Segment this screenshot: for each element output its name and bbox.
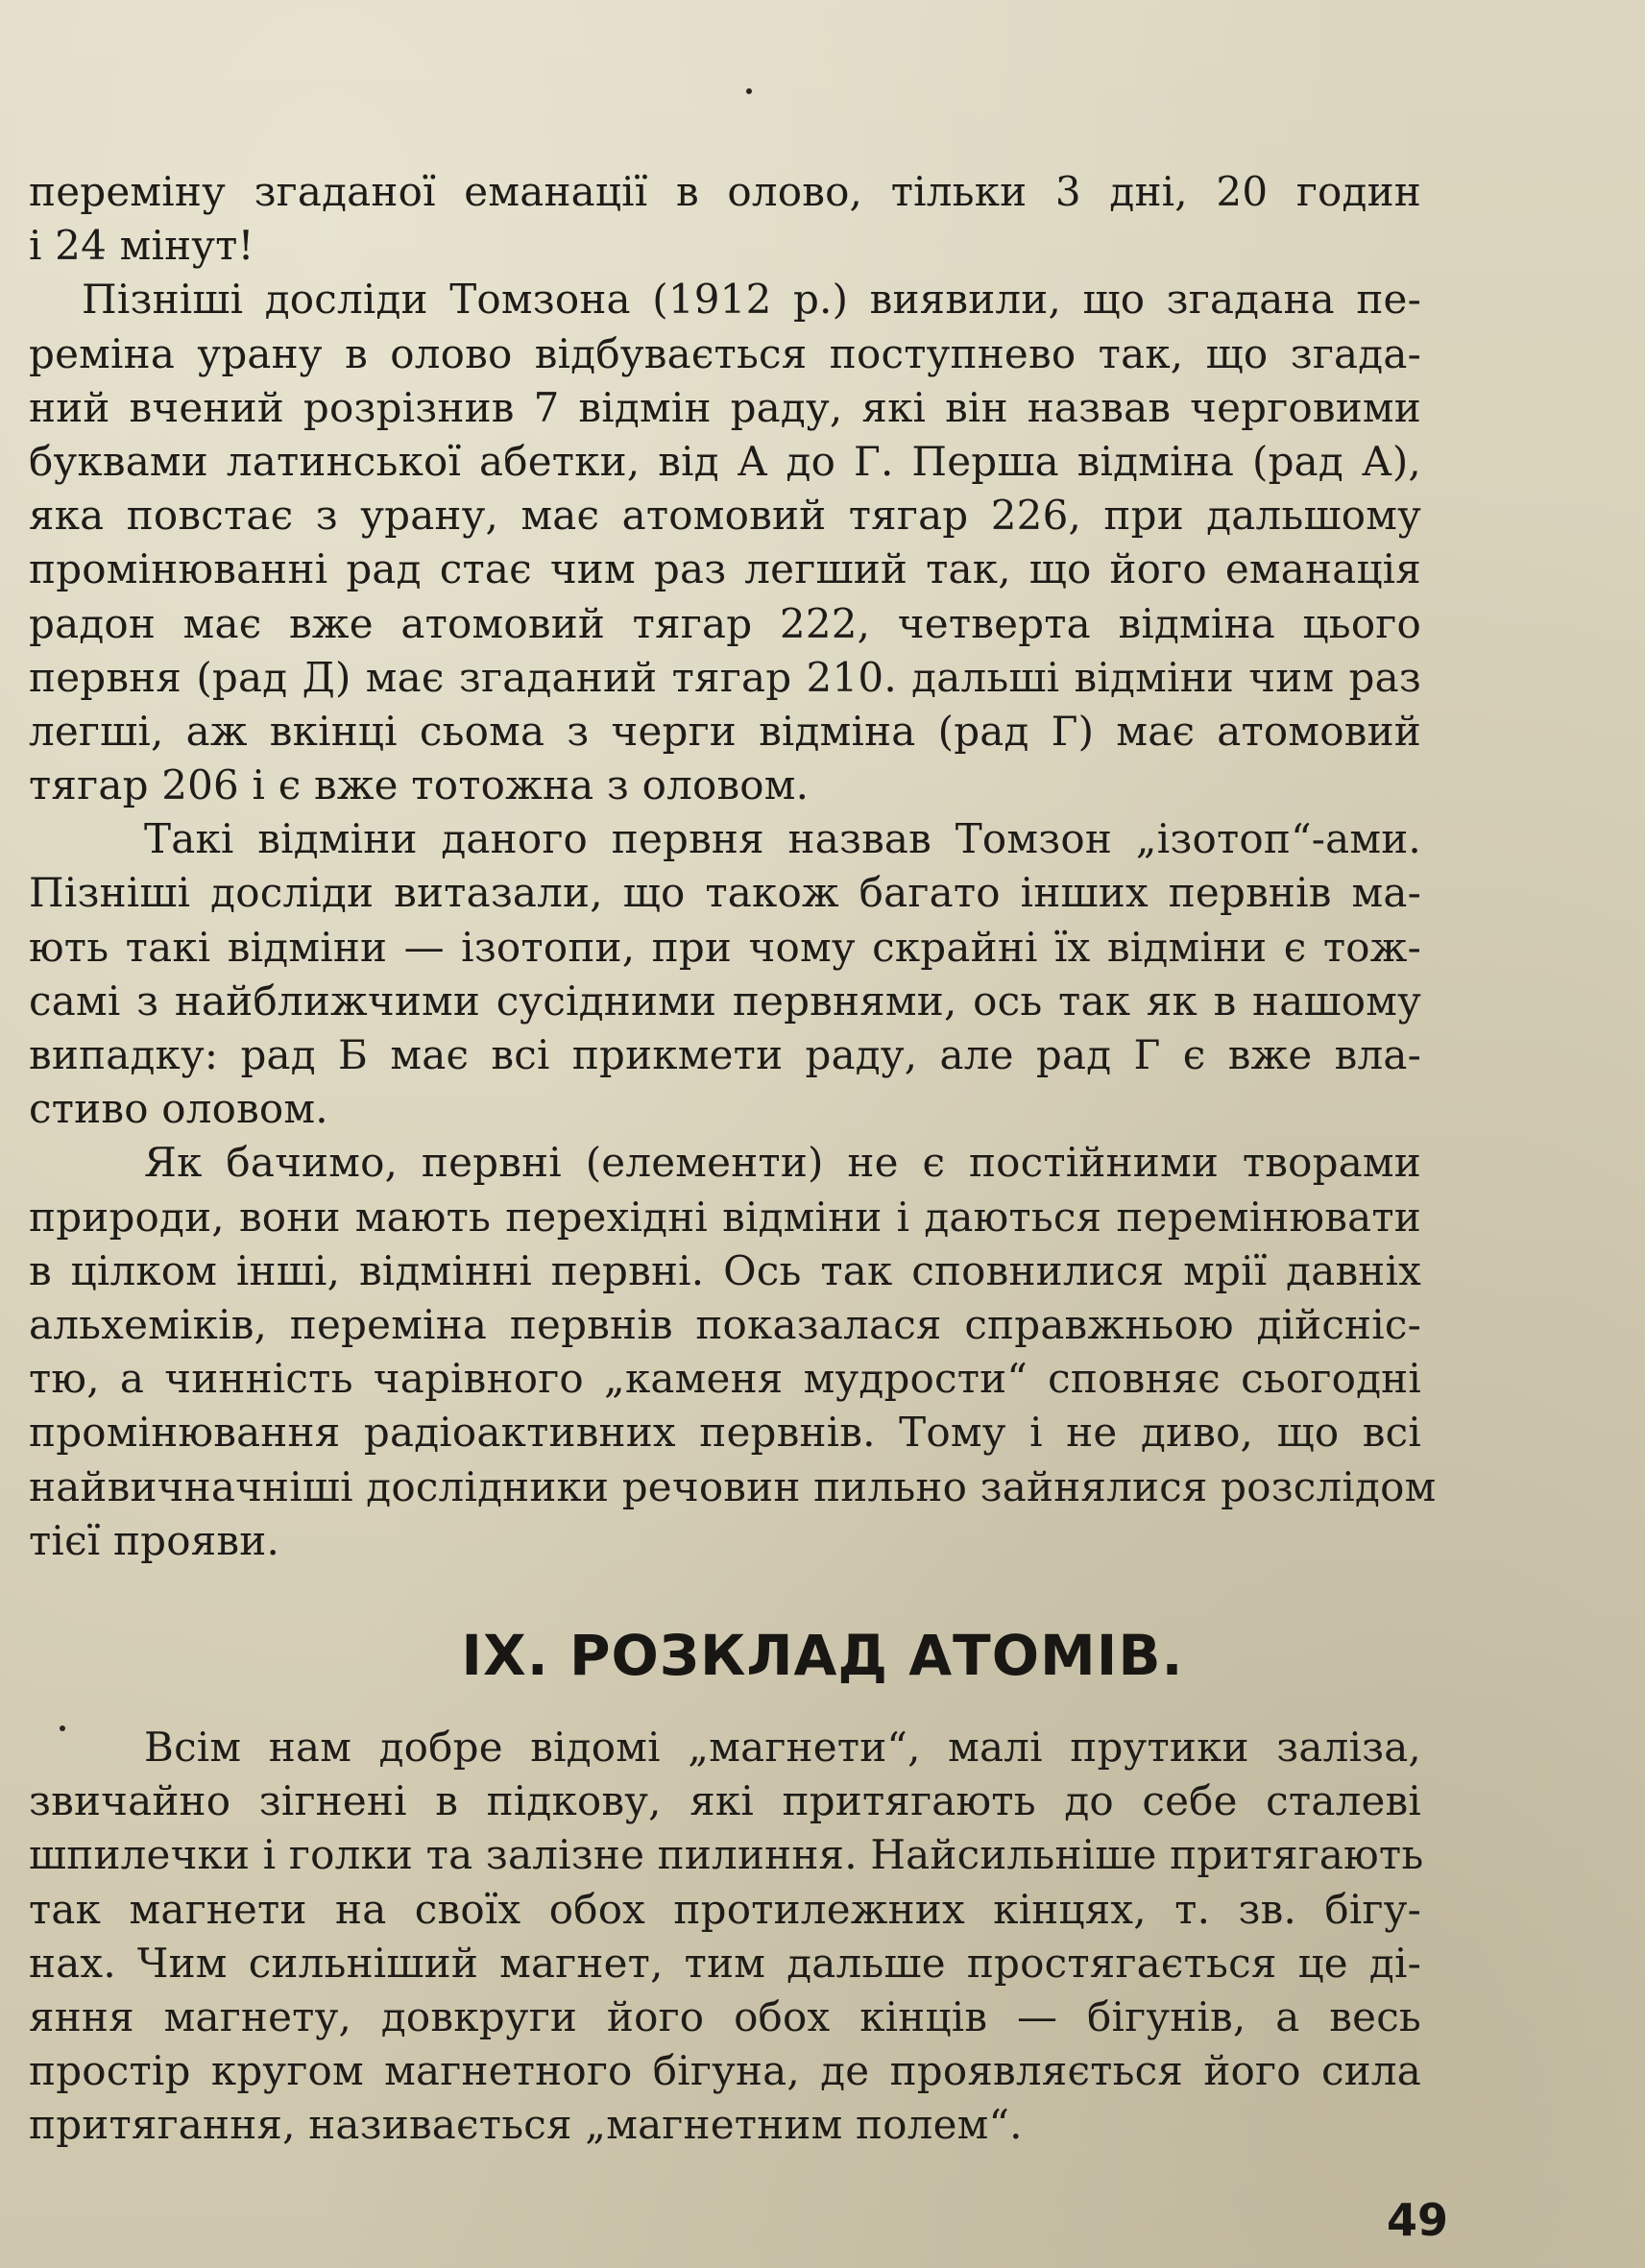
section-body	[29, 1721, 1424, 2153]
text-line: яння магнету, довкруги його обох кінців — бігунів, а весь	[29, 1992, 1421, 2040]
paragraph-2	[29, 273, 1421, 812]
paragraph-1	[29, 165, 1421, 273]
paragraph-4	[29, 1136, 1437, 1568]
text-line: Пізніші досліди витазали, що також багато інших первнів ма-	[29, 869, 1421, 917]
text-line: тієї прояви.	[29, 1516, 280, 1564]
body-text	[29, 165, 1437, 1568]
text-line: первня (рад Д) має згаданий тягар 210. дальші відміни чим раз	[29, 653, 1421, 701]
print-fleck	[746, 88, 752, 94]
text-line: промінюванні рад стає чим раз легший так, що його еманація	[29, 545, 1421, 593]
text-line: і 24 мінут!	[29, 222, 254, 270]
paragraph-3	[29, 812, 1421, 1136]
text-line: простір кругом магнетного бігуна, де проявляється його сила	[29, 2047, 1421, 2095]
text-line: звичайно зігнені в підкову, які притягають до себе сталеві	[29, 1777, 1421, 1825]
text-line: ють такі відміни — ізотопи, при чому скрайні їх відміни є тож-	[29, 923, 1421, 971]
text-line: альхеміків, переміна первнів показалася справжньою дійсніс-	[29, 1300, 1421, 1348]
text-line: в цілком інші, відмінні первні. Ось так сповнилися мрії давніх	[29, 1246, 1421, 1294]
text-line: яка повстає з урану, має атомовий тягар 226, при дальшому	[29, 492, 1421, 540]
text-line: Пізніші досліди Томзона (1912 р.) виявили, що згадана пе-	[82, 276, 1421, 324]
text-line: притягання, називається „магнетним полем“.	[29, 2101, 1023, 2149]
print-fleck	[60, 1725, 65, 1731]
section-heading: IX. РОЗКЛАД АТОМІВ.	[461, 1623, 1184, 1688]
text-line: Такі відміни даного первня назвав Томзон „ізотоп“-ами.	[144, 815, 1421, 863]
text-line: стиво оловом.	[29, 1085, 328, 1133]
text-line: самі з найближчими сусідними первнями, ось так як в нашому	[29, 977, 1421, 1025]
text-line: реміна урану в олово відбувається поступнево так, що згада-	[29, 329, 1421, 377]
text-line: буквами латинської абетки, від А до Г. Перша відміна (рад А),	[29, 437, 1421, 485]
text-line: переміну згаданої еманації в олово, тільки 3 дні, 20 годин	[29, 168, 1421, 215]
text-line: випадку: рад Б має всі прикмети раду, але рад Г є вже вла-	[29, 1031, 1421, 1078]
text-line: природи, вони мають перехідні відміни і даються перемінювати	[29, 1193, 1421, 1241]
text-line: радон має вже атомовий тягар 222, четверта відміна цього	[29, 599, 1421, 647]
text-line: найвичначніші дослідники речовин пильно зайнялися розслідом	[29, 1462, 1437, 1510]
text-line: тю, а чинність чарівного „каменя мудрости“ сповняє сьогодні	[29, 1355, 1421, 1403]
text-line: легші, аж вкінці сьома з черги відміна (рад Г) має атомовий	[29, 707, 1421, 755]
page-number: 49	[1386, 2194, 1448, 2246]
text-line: шпилечки і голки та залізне пилиння. Найсильніше притягають	[29, 1831, 1424, 1879]
text-line: ний вчений розрізнив 7 відмін раду, які він назвав черговими	[29, 383, 1421, 431]
text-line: так магнети на своїх обох протилежних кінцях, т. зв. бігу-	[29, 1885, 1421, 1933]
text-line: промінювання радіоактивних первнів. Тому і не диво, що всі	[29, 1409, 1421, 1457]
text-line: Всім нам добре відомі „магнети“, малі прутики заліза,	[144, 1724, 1421, 1771]
text-line: тягар 206 і є вже тотожна з оловом.	[29, 761, 810, 809]
text-line: Як бачимо, первні (елементи) не є постійними творами	[144, 1139, 1421, 1187]
text-line: нах. Чим сильніший магнет, тим дальше простягається це ді-	[29, 1939, 1421, 1987]
